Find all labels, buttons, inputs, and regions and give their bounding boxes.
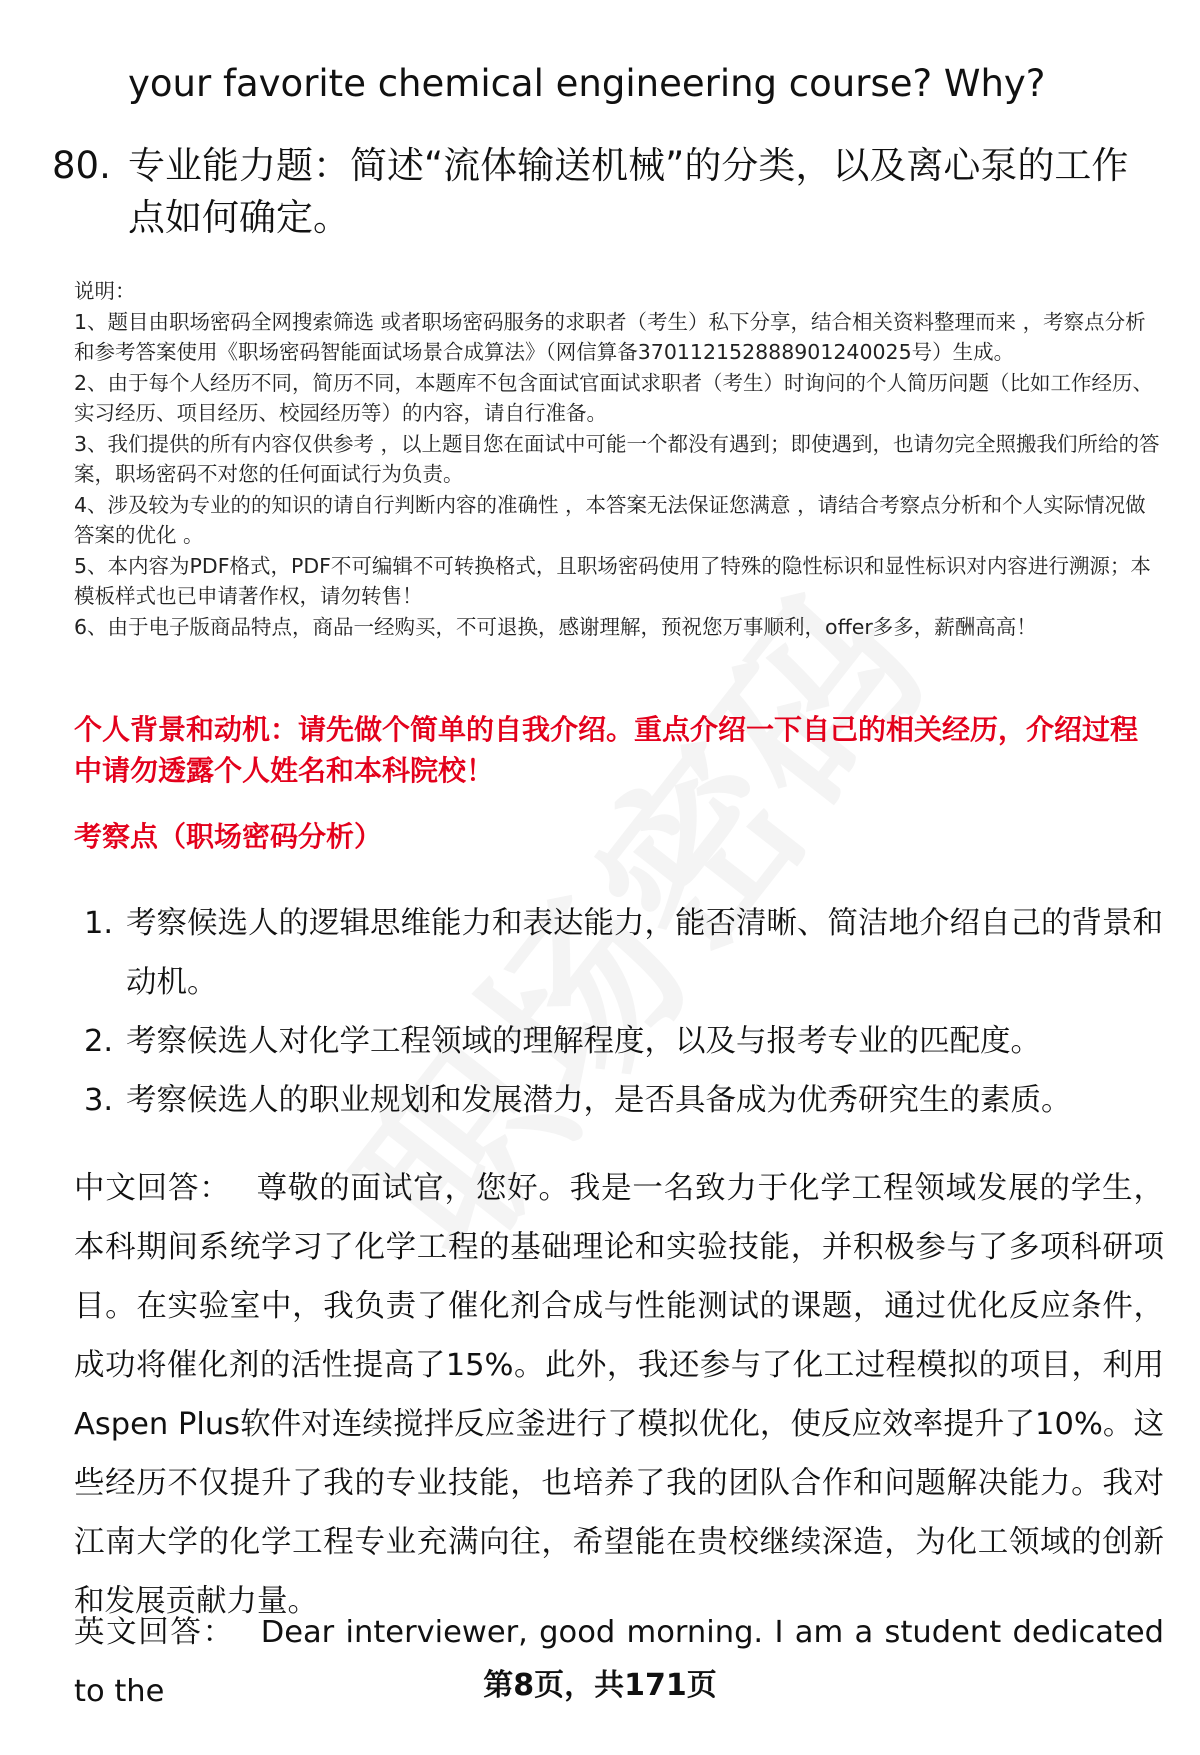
point-number: 1. bbox=[84, 906, 114, 941]
analysis-point bbox=[84, 894, 1164, 1012]
english-answer-text: Dear interviewer, good morning. I am a student dedicated to the bbox=[74, 1615, 1164, 1709]
previous-question-continuation: your favorite chemical engineering course? Why? bbox=[128, 62, 1046, 105]
note-item: 4、涉及较为专业的的知识的请自行判断内容的准确性 ，本答案无法保证您满意 ，请结合考察点分析和个人实际情况做答案的优化 。 bbox=[74, 492, 1146, 547]
note-item: 1、题目由职场密码全网搜索筛选 或者职场密码服务的求职者（考生）私下分享，结合相关资料整理而来 ，考察点分析和参考答案使用《职场密码智能面试场景合成算法》（网信算备370112152888901240025号）生成。 bbox=[74, 309, 1146, 364]
point-number: 2. bbox=[84, 1024, 114, 1059]
note-item: 5、本内容为PDF格式，PDF不可编辑不可转换格式，且职场密码使用了特殊的隐性标识和显性标识对内容进行溯源；本模板样式也已申请著作权，请勿转售！ bbox=[74, 553, 1151, 608]
chinese-answer-text: 尊敬的面试官，您好。我是一名致力于化学工程领域发展的学生，本科期间系统学习了化学工程的基础理论和实验技能，并积极参与了多项科研项目。在实验室中，我负责了催化剂合成与性能测试的课题，通过优化反应条件，成功将催化剂的活性提高了15%。此外，我还参与了化工过程模拟的项目，利用Aspen Plus软件对连续搅拌反应釜进行了模拟优化，使反应效率提升了10%。这些经历不仅提升了我的专业技能，也培养了我的团队合作和问题解决能力。我对江南大学的化学工程专业充满向往，希望能在贵校继续深造，为化工领域的创新和发展贡献力量。 bbox=[74, 1171, 1165, 1619]
question-text: 专业能力题：简述“流体输送机械”的分类，以及离心泵的工作点如何确定。 bbox=[128, 144, 1129, 239]
notes-section bbox=[74, 276, 1164, 642]
notes-title: 说明： bbox=[74, 279, 136, 303]
point-text: 考察候选人的职业规划和发展潜力，是否具备成为优秀研究生的素质。 bbox=[126, 1083, 1072, 1118]
point-text: 考察候选人的逻辑思维能力和表达能力，能否清晰、简洁地介绍自己的背景和动机。 bbox=[126, 906, 1163, 1000]
analysis-point bbox=[84, 1012, 1164, 1071]
point-number: 3. bbox=[84, 1083, 114, 1118]
english-answer-label: 英文回答： bbox=[74, 1615, 235, 1650]
note-item: 6、由于电子版商品特点，商品一经购买，不可退换，感谢理解，预祝您万事顺利，offer多多，薪酬高高！ bbox=[74, 614, 1037, 639]
analysis-point bbox=[84, 1071, 1164, 1130]
analysis-points bbox=[84, 894, 1164, 1130]
chinese-answer bbox=[74, 1159, 1164, 1631]
question-number: 80. bbox=[52, 144, 111, 187]
point-text: 考察候选人对化学工程领域的理解程度，以及与报考专业的匹配度。 bbox=[126, 1024, 1041, 1059]
note-item: 2、由于每个人经历不同，简历不同，本题库不包含面试官面试求职者（考生）时询问的个人简历问题（比如工作经历、实习经历、项目经历、校园经历等）的内容，请自行准备。 bbox=[74, 370, 1154, 425]
note-item: 3、我们提供的所有内容仅供参考 ，以上题目您在面试中可能一个都没有遇到；即使遇到，也请勿完全照搬我们所给的答案，职场密码不对您的任何面试行为负责。 bbox=[74, 431, 1160, 486]
analysis-heading: 考察点（职场密码分析） bbox=[74, 820, 383, 853]
question-80 bbox=[52, 140, 1152, 244]
chinese-answer-label: 中文回答： bbox=[74, 1171, 231, 1206]
background-heading: 个人背景和动机：请先做个简单的自我介绍。重点介绍一下自己的相关经历，介绍过程中请勿透露个人姓名和本科院校！ bbox=[74, 713, 1139, 787]
page-number-footer: 第8页，共171页 bbox=[483, 1668, 717, 1703]
